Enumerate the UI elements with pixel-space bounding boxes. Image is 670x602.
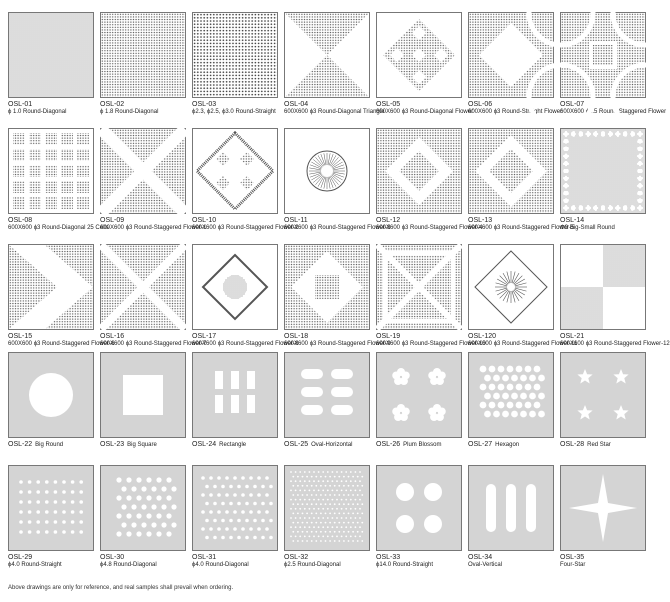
- pattern-swatch: [8, 128, 94, 214]
- product-code: OSL-02: [100, 101, 125, 108]
- product-description: Big Round: [35, 442, 64, 448]
- product-description: Rectangle: [219, 442, 247, 448]
- pattern-swatch: [100, 244, 186, 330]
- product-description: Red Star: [587, 442, 611, 448]
- product-description: 600X600 ϕ3 Round-Staggered Flower-7: [100, 341, 207, 347]
- product-code: OSL-30: [100, 554, 125, 561]
- pattern-swatch: [560, 244, 646, 330]
- product-description: 600X600 ϕ3 Round-Diagonal Triangle: [284, 109, 385, 115]
- product-card: [284, 465, 370, 569]
- pattern-swatch: [100, 352, 186, 438]
- product-code: OSL-15: [8, 333, 33, 340]
- pattern-swatch: [8, 244, 94, 330]
- product-code: OSL-21: [560, 333, 585, 340]
- pattern-swatch: [8, 352, 94, 438]
- product-description: 600X600 ϕ3 Round-Staggered Flower-10: [376, 341, 486, 347]
- product-card: [8, 12, 94, 116]
- product-label: [560, 441, 646, 449]
- pattern-swatch: [560, 128, 646, 214]
- product-description: ϕ2.5 Round-Diagonal: [284, 562, 341, 568]
- product-code: OSL-28: [560, 441, 585, 448]
- product-description: Hexagon: [495, 442, 520, 448]
- product-description: 600X600 ϕ3 Round-Staggered Flower-4: [376, 225, 483, 231]
- footer-note: Above drawings are only for reference, and real samples shall prevail when ordering.: [8, 585, 234, 591]
- pattern-swatch: [192, 128, 278, 214]
- product-code: OSL-01: [8, 101, 33, 108]
- product-code: OSL-06: [468, 101, 493, 108]
- product-card: [468, 12, 563, 116]
- product-card: [468, 352, 554, 449]
- product-card: [468, 465, 554, 569]
- product-description: 600X600 ϕ3 Round-Straight Flower: [468, 109, 563, 115]
- pattern-swatch: [560, 352, 646, 438]
- product-label: [192, 441, 278, 449]
- pattern-swatch: [284, 465, 370, 551]
- product-card: [100, 465, 186, 569]
- product-code: OSL-120: [468, 333, 497, 340]
- pattern-swatch: [560, 465, 646, 551]
- product-description: 600X600 ϕ3 Round-Staggered Flower-8: [192, 341, 299, 347]
- pattern-swatch: [284, 352, 370, 438]
- product-card: [560, 12, 667, 116]
- pattern-swatch: [100, 465, 186, 551]
- product-code: OSL-19: [376, 333, 401, 340]
- product-code: OSL-08: [8, 217, 33, 224]
- product-card: [284, 352, 370, 449]
- product-description: ϕ2.3, ϕ2.5, ϕ3.0 Round-Straight: [192, 109, 276, 115]
- product-description: Big Square: [127, 442, 157, 448]
- product-code: OSL-16: [100, 333, 125, 340]
- product-label: [468, 441, 554, 449]
- product-card: [560, 128, 646, 232]
- pattern-swatch: [100, 12, 186, 98]
- product-description: Four-Star: [560, 562, 586, 568]
- product-code: OSL-22: [8, 441, 33, 448]
- product-label: [8, 441, 94, 449]
- pattern-swatch: [376, 465, 462, 551]
- product-description: 600X600 ϕ3 Round-Staggered Flower-3: [284, 225, 391, 231]
- product-description: Φ9 Big-Small Round: [560, 225, 615, 231]
- pattern-swatch: [284, 128, 370, 214]
- product-label: [284, 441, 370, 449]
- product-code: OSL-33: [376, 554, 401, 561]
- product-card: [376, 352, 462, 449]
- product-description: 600X600 ϕ3 Round-Staggered Flower-5: [468, 225, 575, 231]
- product-card: [560, 465, 646, 569]
- pattern-swatch: [192, 244, 278, 330]
- pattern-swatch: [192, 12, 278, 98]
- pattern-swatch: [192, 352, 278, 438]
- product-card: [192, 352, 278, 449]
- product-label: [100, 441, 186, 449]
- product-code: OSL-25: [284, 441, 309, 448]
- product-card: [376, 465, 462, 569]
- product-description: ϕ 1.8 Round-Diagonal: [100, 109, 159, 115]
- product-description: 600X600 ϕ3 Round-Staggered Flower-2: [192, 225, 299, 231]
- product-description: Oval-Horizontal: [311, 442, 353, 448]
- pattern-swatch: [8, 12, 94, 98]
- product-code: OSL-24: [192, 441, 217, 448]
- product-code: OSL-09: [100, 217, 125, 224]
- product-code: OSL-12: [376, 217, 401, 224]
- product-code: OSL-35: [560, 554, 585, 561]
- product-description: 600X600 ϕ2.5 Round-Staggered Flower: [560, 109, 667, 115]
- pattern-swatch: [100, 128, 186, 214]
- product-description: Oval-Vertical: [468, 562, 503, 568]
- pattern-swatch: [376, 12, 462, 98]
- product-code: OSL-26: [376, 441, 401, 448]
- product-description: 600X600 ϕ3 Round-Diagonal 25 Cells: [8, 225, 109, 231]
- product-code: OSL-31: [192, 554, 217, 561]
- pattern-swatch: [560, 12, 646, 98]
- product-code: OSL-32: [284, 554, 309, 561]
- product-code: OSL-27: [468, 441, 493, 448]
- product-card: [560, 244, 670, 348]
- product-code: OSL-05: [376, 101, 401, 108]
- pattern-swatch: [468, 12, 554, 98]
- product-description: ϕ 1.0 Round-Diagonal: [8, 109, 67, 115]
- pattern-swatch: [284, 12, 370, 98]
- product-code: OSL-03: [192, 101, 217, 108]
- product-description: ϕ4.0 Round-Diagonal: [192, 562, 249, 568]
- product-code: OSL-29: [8, 554, 33, 561]
- pattern-swatch: [284, 244, 370, 330]
- product-code: OSL-13: [468, 217, 493, 224]
- product-code: OSL-11: [284, 217, 308, 224]
- product-description: 600X600 ϕ3 Round-Staggered Flower-12: [560, 341, 670, 347]
- pattern-swatch: [376, 352, 462, 438]
- pattern-swatch: [192, 465, 278, 551]
- product-card: [100, 12, 186, 116]
- product-card: [284, 12, 385, 116]
- product-label: [376, 441, 462, 449]
- product-code: OSL-07: [560, 101, 585, 108]
- product-code: OSL-23: [100, 441, 125, 448]
- product-description: Plum Blossom: [403, 442, 442, 448]
- product-code: OSL-04: [284, 101, 309, 108]
- product-card: [376, 12, 474, 116]
- product-code: OSL-17: [192, 333, 217, 340]
- product-description: ϕ14.0 Round-Straight: [376, 562, 434, 568]
- product-code: OSL-18: [284, 333, 309, 340]
- pattern-swatch: [468, 352, 554, 438]
- product-card: [8, 352, 94, 449]
- product-card: [100, 352, 186, 449]
- product-card: [192, 465, 278, 569]
- product-card: [8, 128, 109, 232]
- product-card: [192, 12, 278, 116]
- product-description: ϕ4.0 Round-Straight: [8, 562, 62, 568]
- pattern-swatch: [468, 128, 554, 214]
- product-code: OSL-34: [468, 554, 493, 561]
- product-description: 600X600 ϕ3 Round-Staggered Flower-9: [284, 341, 391, 347]
- product-description: 600X600 ϕ3 Round-Staggered Flower-1: [100, 225, 207, 231]
- product-description: 600X600 ϕ3 Round-Staggered Flower-11: [468, 341, 578, 347]
- pattern-swatch: [8, 465, 94, 551]
- product-card: [560, 352, 646, 449]
- pattern-swatch: [376, 128, 462, 214]
- product-code: OSL-14: [560, 217, 585, 224]
- pattern-swatch: [468, 465, 554, 551]
- product-description: 600X600 ϕ3 Round-Diagonal Flower: [376, 109, 474, 115]
- product-description: 600X600 ϕ3 Round-Staggered Flower-6: [8, 341, 115, 347]
- product-code: OSL-10: [192, 217, 217, 224]
- pattern-swatch: [376, 244, 462, 330]
- product-description: ϕ4.8 Round-Diagonal: [100, 562, 157, 568]
- pattern-swatch: [468, 244, 554, 330]
- product-card: [8, 465, 94, 569]
